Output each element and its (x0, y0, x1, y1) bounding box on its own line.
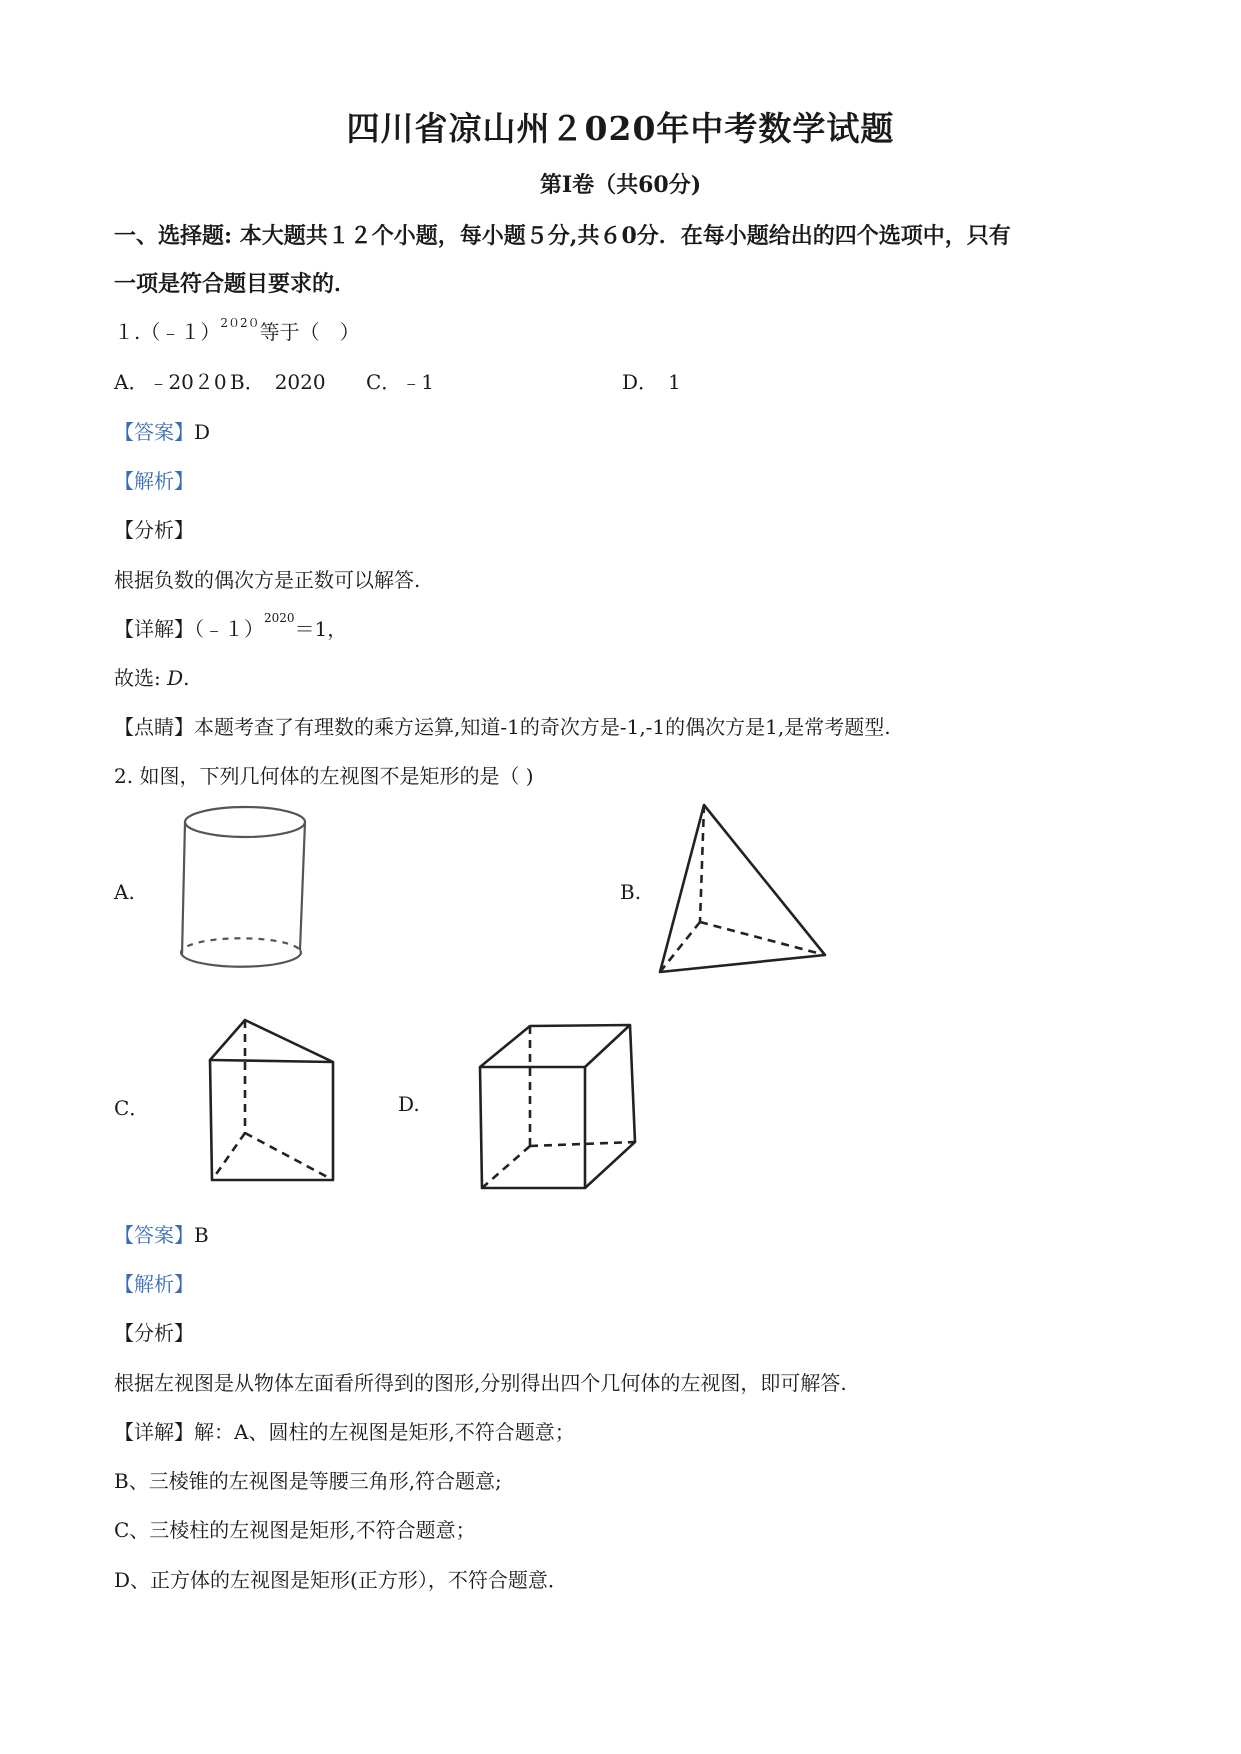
q2-label-d: D. (398, 1092, 420, 1116)
prism-figure (205, 1015, 350, 1190)
cylinder-figure (170, 800, 315, 980)
q1-option-a: A．﹣20２0 (114, 370, 227, 394)
cube-figure (475, 1020, 645, 1195)
detail-post: ＝1， (294, 617, 348, 641)
choose-text: 故选: (114, 666, 168, 690)
q1-stem (114, 316, 360, 345)
page-subtitle: 第Ⅰ卷（共60分) (539, 172, 702, 198)
section-heading-line1: 一、选择题: 本大题共１２个小题，每小题５分,共６0分．在每小题给出的四个选项中，只有 (114, 223, 1011, 249)
q2-answer (114, 1219, 209, 1248)
q1-jiexi-tag: 【解析】 (114, 469, 194, 493)
answer-value: D (194, 420, 211, 444)
q1-option-c: C．﹣1 (366, 370, 435, 394)
answer-tag: 【答案】 (114, 420, 194, 444)
q2-detail-1: 【详解】解：A、圆柱的左视图是矩形,不符合题意； (114, 1420, 575, 1444)
q1-answer (114, 416, 210, 445)
page-title: 四川省凉山州２020年中考数学试题 (346, 109, 895, 148)
q1-stem-exponent: 2０2０ (220, 316, 260, 330)
q2-label-b: B. (620, 880, 642, 904)
q1-option-d: D． 1 (622, 370, 681, 394)
answer-tag: 【答案】 (114, 1223, 194, 1247)
q2-detail-2: B、三棱锥的左视图是等腰三角形,符合题意; (114, 1469, 502, 1493)
q1-option-b: B． 2020 (230, 370, 326, 394)
choose-end: . (183, 666, 190, 690)
detail-pre: （﹣１） (194, 617, 264, 641)
q2-label-c: C． (114, 1096, 150, 1120)
q1-stem-post: 等于（ ） (259, 320, 360, 344)
choose-letter: D (167, 666, 184, 690)
q1-stem-pre: １.（﹣１） (114, 320, 221, 344)
pyramid-figure (650, 795, 840, 985)
q2-label-a: A. (114, 880, 135, 904)
detail-tag: 【详解】 (114, 617, 194, 641)
q2-detail-3: C、三棱柱的左视图是矩形,不符合题意； (114, 1518, 476, 1542)
q1-fenxi-tag: 【分析】 (114, 518, 194, 542)
section-heading-line2: 一项是符合题目要求的． (114, 271, 357, 297)
q2-detail-4: D、正方体的左视图是矩形(正方形），不符合题意． (114, 1568, 568, 1592)
q1-dianjing: 【点睛】本题考查了有理数的乘方运算,知道-1的奇次方是-1,-1的偶次方是1,是常考题型. (114, 715, 891, 739)
q2-fenxi-tag: 【分析】 (114, 1321, 194, 1345)
q1-choose (114, 662, 190, 691)
q1-fenxi-text: 根据负数的偶次方是正数可以解答. (114, 568, 421, 592)
q1-detail (114, 613, 347, 642)
answer-value: B (194, 1223, 209, 1247)
q2-stem: 2. 如图，下列几何体的左视图不是矩形的是（ ) (114, 764, 534, 788)
q2-fenxi-text: 根据左视图是从物体左面看所得到的图形,分别得出四个几何体的左视图，即可解答. (114, 1371, 847, 1395)
detail-exponent: 2020 (264, 611, 295, 625)
q2-jiexi-tag: 【解析】 (114, 1272, 194, 1296)
